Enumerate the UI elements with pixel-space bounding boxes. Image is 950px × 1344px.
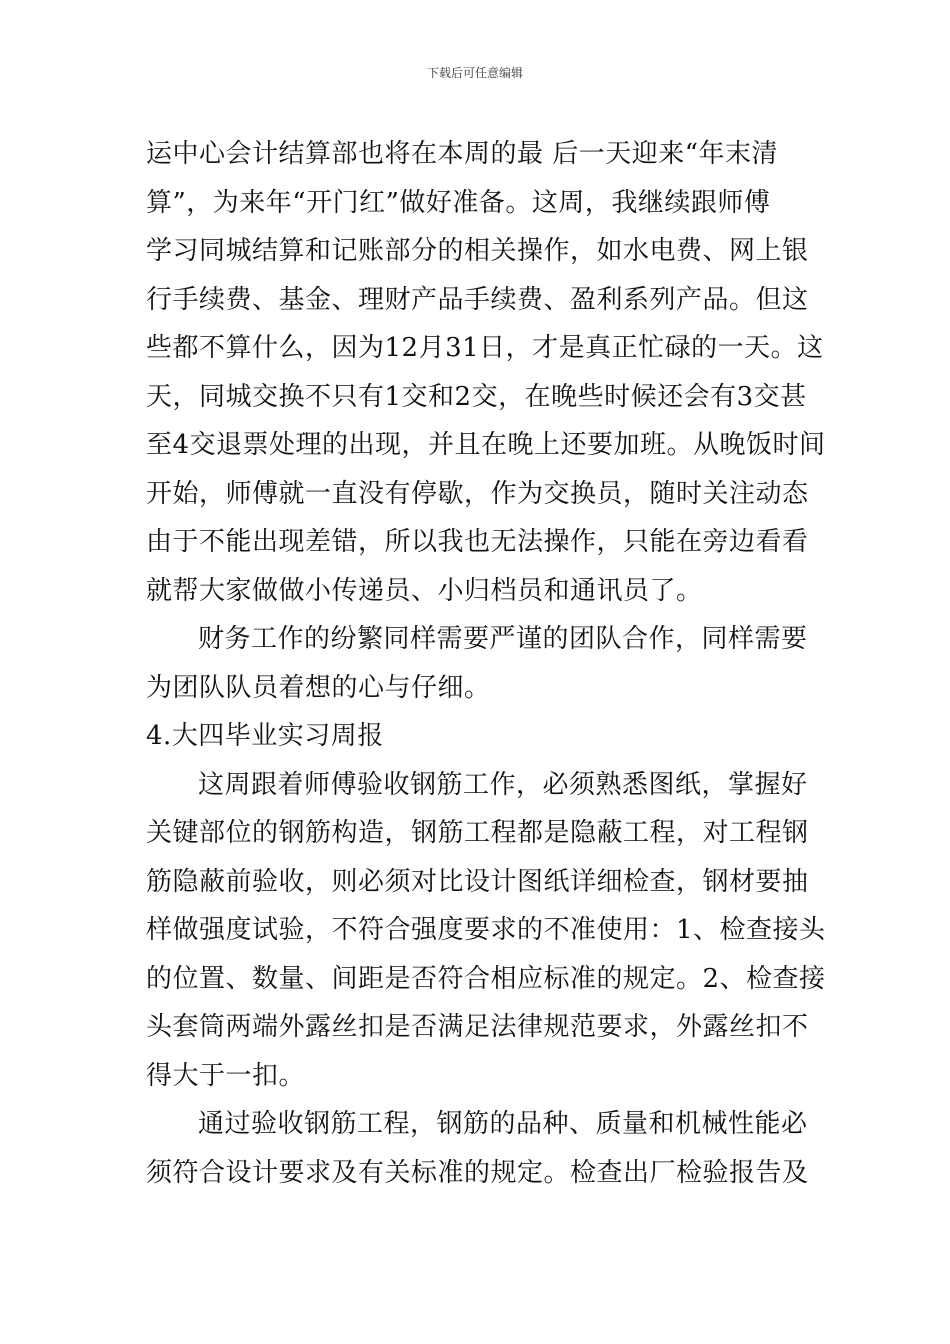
paragraph-rebar-inspection — [146, 761, 826, 1101]
text-line: 筋隐蔽前验收，则必须对比设计图纸详细检查，钢材要抽 — [146, 866, 809, 897]
text-line: 至4交退票处理的出现，并且在晚上还要加班。从晚饭时间 — [146, 430, 826, 460]
section-heading — [146, 712, 808, 761]
text-line: 学习同城结算和记账部分的相关操作，如水电费、网上银 — [146, 236, 809, 266]
text-line: 算”，为来年“开门红”做好准备。这周，我继续跟师傅 — [146, 187, 771, 218]
text-line: 头套筒两端外露丝扣是否满足法律规范要求，外露丝扣不 — [146, 1012, 809, 1042]
text-line: 财务工作的纷繁同样需要严谨的团队合作，同样需要 — [198, 624, 808, 654]
text-line: 的位置、数量、间距是否符合相应标准的规定。2、检查接 — [146, 963, 826, 994]
header-note: 下载后可任意编辑 — [426, 66, 523, 80]
text-line: 就帮大家做做小传递员、小归档员和通讯员了。 — [146, 575, 703, 606]
paragraph-settlement — [146, 130, 826, 615]
text-line: 关键部位的钢筋构造，钢筋工程都是隐蔽工程，对工程钢 — [146, 818, 809, 848]
text-line: 为团队队员着想的心与仔细。 — [146, 672, 491, 703]
text-line: 通过验收钢筋工程，钢筋的品种、质量和机械性能必 — [198, 1109, 808, 1139]
body-text — [146, 130, 826, 1197]
text-line: 开始，师傅就一直没有停歇，作为交换员，随时关注动态 — [146, 478, 809, 509]
text-line: 行手续费、基金、理财产品手续费、盈利系列产品。但这 — [146, 284, 809, 315]
heading-text: 4.大四毕业实习周报 — [146, 721, 384, 751]
paragraph-rebar-acceptance — [146, 1100, 808, 1197]
text-line: 运中心会计结算部也将在本周的最 后一天迎来“年末清 — [146, 139, 779, 169]
text-line: 得大于一扣。 — [146, 1060, 306, 1091]
text-line: 须符合设计要求及有关标准的规定。检查出厂检验报告及 — [146, 1157, 809, 1188]
text-line: 些都不算什么，因为12月31日，才是真正忙碌的一天。这 — [146, 333, 824, 363]
text-line: 这周跟着师傅验收钢筋工作，必须熟悉图纸，掌握好 — [198, 769, 808, 800]
text-line: 由于不能出现差错，所以我也无法操作，只能在旁边看看 — [146, 527, 809, 557]
text-line: 天，同城交换不只有1交和2交，在晚些时候还会有3交甚 — [146, 381, 807, 412]
text-line: 样做强度试验，不符合强度要求的不准使用：1、检查接头 — [146, 915, 826, 945]
paragraph-teamwork — [146, 615, 808, 712]
